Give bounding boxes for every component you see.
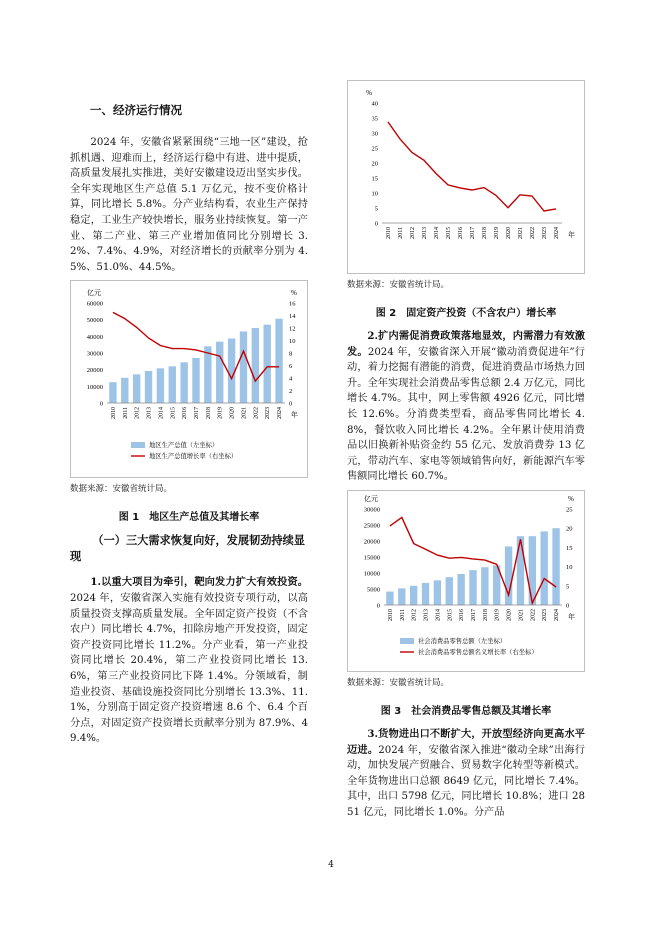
x-tick-label: 2014	[158, 407, 165, 420]
paragraph-consumption	[347, 329, 585, 485]
x-tick-label: 2012	[410, 227, 416, 239]
y-tick-label: 5	[374, 205, 378, 213]
paragraph-investment-body: 2024 年，安徽省深入实施有效投资专项行动，以高质量投资支撑高质量发展。全年固定资产投资（不含农户）同比增长 4.7%，扣除房地产开发投资，固定资产投资同比增长 11.2%。分产业看，第一产业投资同比增长 20.4%，第二产业投资同比增长 13.6%，第三产业投资同比下降 1.4%。分领域看，制造业投资、基础设施投资同比分别增长 13.3%、11.1%，分别高于固定资产投资增速 8.6 个、6.4 个百分点，对固定资产投资增长贡献率分别为 87.9%、49.4%。	[70, 592, 308, 745]
paragraph-trade	[347, 727, 585, 821]
left-tick-label: 25000	[363, 522, 380, 530]
x-tick-label: 2013	[422, 227, 428, 239]
bar	[481, 567, 488, 605]
page-number: 4	[328, 860, 334, 870]
figure-2-source: 数据来源：安徽省统计局。	[347, 280, 450, 290]
x-tick-label: 2018	[482, 227, 488, 239]
x-tick-label: 2024	[554, 227, 560, 239]
x-tick-label: 2014	[434, 227, 440, 239]
x-tick-label: 2017	[471, 608, 477, 621]
x-tick-label: 2012	[411, 608, 418, 621]
bar	[109, 383, 116, 404]
bar	[145, 371, 152, 403]
x-tick-label: 2011	[399, 608, 406, 621]
bar	[204, 347, 211, 404]
x-tick-label: 2019	[494, 608, 501, 621]
bar	[410, 586, 417, 605]
figure-1	[70, 280, 308, 478]
figure-3	[347, 490, 585, 672]
legend-label-line: 社会消费品零售总额名义增长率（右坐标）	[418, 648, 538, 656]
figure-1-caption: 图 1 地区生产总值及其增长率	[118, 512, 260, 524]
left-tick-label: 10000	[86, 384, 103, 392]
right-tick-label: 12	[289, 325, 296, 333]
bar	[398, 588, 405, 605]
y-tick-label: 25	[371, 145, 378, 153]
x-tick-label: 2018	[482, 608, 489, 621]
paragraph-consumption-lead: 2.扩内需促消费政策落地显效，内需潜力有效激发。	[347, 330, 585, 358]
bar	[434, 580, 441, 605]
bar	[469, 570, 476, 605]
x-tick-label: 2016	[459, 608, 466, 621]
right-tick-label: 0	[566, 602, 570, 610]
left-tick-label: 15000	[363, 554, 380, 562]
x-tick-label: 2023	[542, 608, 549, 621]
left-axis-unit: 亿元	[87, 289, 101, 298]
left-tick-label: 30000	[363, 506, 380, 514]
right-tick-label: 10	[289, 338, 296, 346]
y-tick-label: 10	[371, 190, 378, 198]
x-tick-label: 2023	[542, 227, 548, 239]
bar	[240, 332, 247, 404]
bar	[422, 583, 429, 605]
bar	[169, 367, 176, 404]
right-tick-label: 6	[289, 363, 293, 371]
bar	[228, 339, 235, 404]
x-tick-label: 2016	[182, 407, 189, 420]
left-tick-label: 60000	[86, 300, 103, 308]
legend-label-line: 地区生产总值增长率（右坐标）	[149, 453, 238, 461]
right-tick-label: 0	[289, 400, 293, 408]
x-tick-label: 2019	[494, 227, 500, 239]
x-tick-label: 2021	[518, 227, 524, 239]
y-tick-label: 15	[371, 175, 378, 183]
bar	[252, 328, 259, 403]
paragraph-trade-lead: 3.货物进出口不断扩大，开放型经济向更高水平迈进。	[347, 727, 585, 756]
bar	[192, 358, 199, 403]
x-tick-label: 2016	[458, 227, 464, 239]
x-tick-label: 2010	[110, 407, 117, 420]
x-axis-unit: 年	[568, 612, 575, 621]
section-title: 一、经济运行情况	[90, 103, 182, 117]
left-tick-label: 20000	[363, 538, 380, 546]
bar	[457, 574, 464, 605]
bar	[275, 319, 282, 403]
right-tick-label: 10	[566, 564, 573, 572]
x-tick-label: 2018	[205, 407, 212, 420]
bar	[216, 342, 223, 403]
right-tick-label: 2	[289, 388, 293, 396]
x-tick-label: 2021	[518, 608, 525, 621]
x-axis-unit: 年	[568, 231, 575, 239]
right-tick-label: 8	[289, 350, 293, 358]
x-tick-label: 2017	[194, 407, 200, 420]
growth-line	[388, 122, 556, 211]
paragraph-economy: 2024 年，安徽省紧紧围绕“三地一区”建设，抢抓机遇、迎难而上，经济运行稳中有进、进中提质，高质量发展扎实推进，美好安徽建设迈出坚实步伐。全年实现地区生产总值 5.1 万亿元，按不变价格计算，同比增长 5.8%。分产业结构看，农业生产保持稳定，工业生产较快增长，服务业持续恢复。第一产业、第二产业、第三产业增加值同比分别增长 3.2%、7.4%、4.9%，对经济增长的贡献率分别为 4.5%、51.0%、44.5%。	[70, 137, 308, 273]
x-tick-label: 2024	[554, 608, 561, 621]
figure-2	[347, 80, 585, 274]
bar	[133, 375, 140, 404]
investment-growth-chart	[348, 81, 584, 269]
x-tick-label: 2017	[470, 227, 476, 239]
x-tick-label: 2020	[506, 227, 512, 239]
x-tick-label: 2014	[435, 608, 442, 621]
x-tick-label: 2022	[530, 227, 536, 239]
x-tick-label: 2023	[265, 407, 272, 420]
paragraph-investment-lead: 1.以重大项目为牵引，靶向发力扩大有效投资。	[90, 576, 308, 589]
bar	[180, 363, 187, 404]
left-tick-label: 0	[376, 602, 380, 610]
left-tick-label: 10000	[363, 570, 380, 578]
retail-sales-chart	[348, 491, 584, 667]
bar	[446, 577, 453, 605]
legend-swatch-bar	[131, 442, 145, 448]
figure-1-source: 数据来源：安徽省统计局。	[70, 484, 173, 495]
bar	[552, 528, 559, 605]
legend-swatch-bar	[400, 638, 414, 644]
left-axis-unit: 亿元	[364, 494, 378, 503]
figure-3-caption: 图 3 社会消费品零售总额及其增长率	[380, 705, 552, 717]
x-tick-label: 2015	[446, 227, 452, 239]
y-tick-label: 20	[371, 160, 378, 168]
left-column	[70, 102, 308, 747]
left-tick-label: 0	[99, 400, 103, 408]
x-axis-unit: 年	[291, 411, 298, 420]
left-tick-label: 20000	[86, 367, 103, 375]
paragraph-trade-body: 2024 年，安徽省深入推进“徽动全球”出海行动，加快发展产贸融合、贸易数字化转型等新模式。全年货物进出口总额 8649 亿元，同比增长 7.4%。其中，出口 5798 亿元，同比增长 10.8%；进口 2851 亿元，同比增长 1.0%。分产品	[347, 744, 585, 818]
right-tick-label: 14	[289, 313, 296, 321]
right-tick-label: 15	[566, 544, 573, 552]
x-tick-label: 2024	[277, 407, 284, 420]
x-tick-label: 2013	[146, 407, 153, 420]
x-tick-label: 2022	[530, 608, 537, 621]
x-tick-label: 2015	[447, 608, 454, 621]
x-tick-label: 2015	[170, 407, 177, 420]
left-tick-label: 50000	[86, 317, 103, 325]
x-tick-label: 2010	[387, 608, 394, 621]
x-tick-label: 2022	[253, 407, 260, 420]
x-tick-label: 2021	[241, 407, 248, 420]
x-tick-label: 2011	[398, 227, 404, 239]
right-tick-label: 20	[566, 525, 573, 533]
x-tick-label: 2012	[134, 407, 141, 420]
bar	[121, 378, 128, 403]
y-tick-label: 30	[371, 130, 378, 138]
right-tick-label: 5	[566, 583, 570, 591]
right-tick-label: 25	[566, 506, 573, 514]
legend-label-bar: 地区生产总值（左坐标）	[149, 442, 219, 450]
x-tick-label: 2019	[217, 407, 224, 420]
right-axis-unit: %	[291, 289, 297, 298]
y-tick-label: 35	[371, 115, 378, 123]
paragraph-investment	[70, 575, 308, 747]
left-tick-label: 40000	[86, 334, 103, 342]
x-tick-label: 2020	[506, 608, 513, 621]
x-tick-label: 2020	[229, 407, 236, 420]
left-tick-label: 5000	[367, 586, 380, 594]
bar	[541, 531, 548, 605]
right-tick-label: 4	[289, 375, 293, 383]
paragraph-consumption-body: 2024 年，安徽省深入开展“徽动消费促进年”行动，着力挖掘有潜能的消费，促进消费品市场热力回升。全年实现社会消费品零售总额 2.4 万亿元，同比增长 4.7%。其中，网上零售额 4926 亿元，同比增长 12.6%。分消费类型看，商品零售同比增长 4.8%，餐饮收入同比增长 4.2%。全年累计使用消费品以旧换新补贴资金约 55 亿元、发放消费券 13 亿元，带动汽车、家电等领域销售向好，新能源汽车零售额同比增长 60.7%。	[347, 346, 585, 483]
bar	[264, 325, 271, 403]
y-axis-unit: %	[366, 89, 372, 97]
right-tick-label: 16	[289, 300, 296, 308]
gdp-chart	[71, 281, 307, 473]
bar	[157, 369, 164, 404]
x-tick-label: 2013	[423, 608, 430, 621]
x-tick-label: 2010	[386, 227, 392, 239]
bar	[529, 536, 536, 605]
subsection-title: （一）三大需求恢复向好，发展韧劲持续显现	[70, 534, 305, 564]
bar	[517, 536, 524, 605]
x-tick-label: 2011	[122, 407, 129, 420]
right-column	[347, 80, 585, 821]
right-axis-unit: %	[568, 494, 574, 503]
figure-3-source: 数据来源：安徽省统计局。	[347, 677, 450, 688]
figure-2-caption: 图 2 固定资产投资（不含农户）增长率	[375, 308, 557, 319]
y-tick-label: 40	[371, 100, 378, 108]
left-tick-label: 30000	[86, 350, 103, 358]
legend-label-bar: 社会消费品零售总额（左坐标）	[418, 637, 507, 645]
y-tick-label: 0	[374, 220, 378, 228]
bar	[386, 591, 393, 604]
